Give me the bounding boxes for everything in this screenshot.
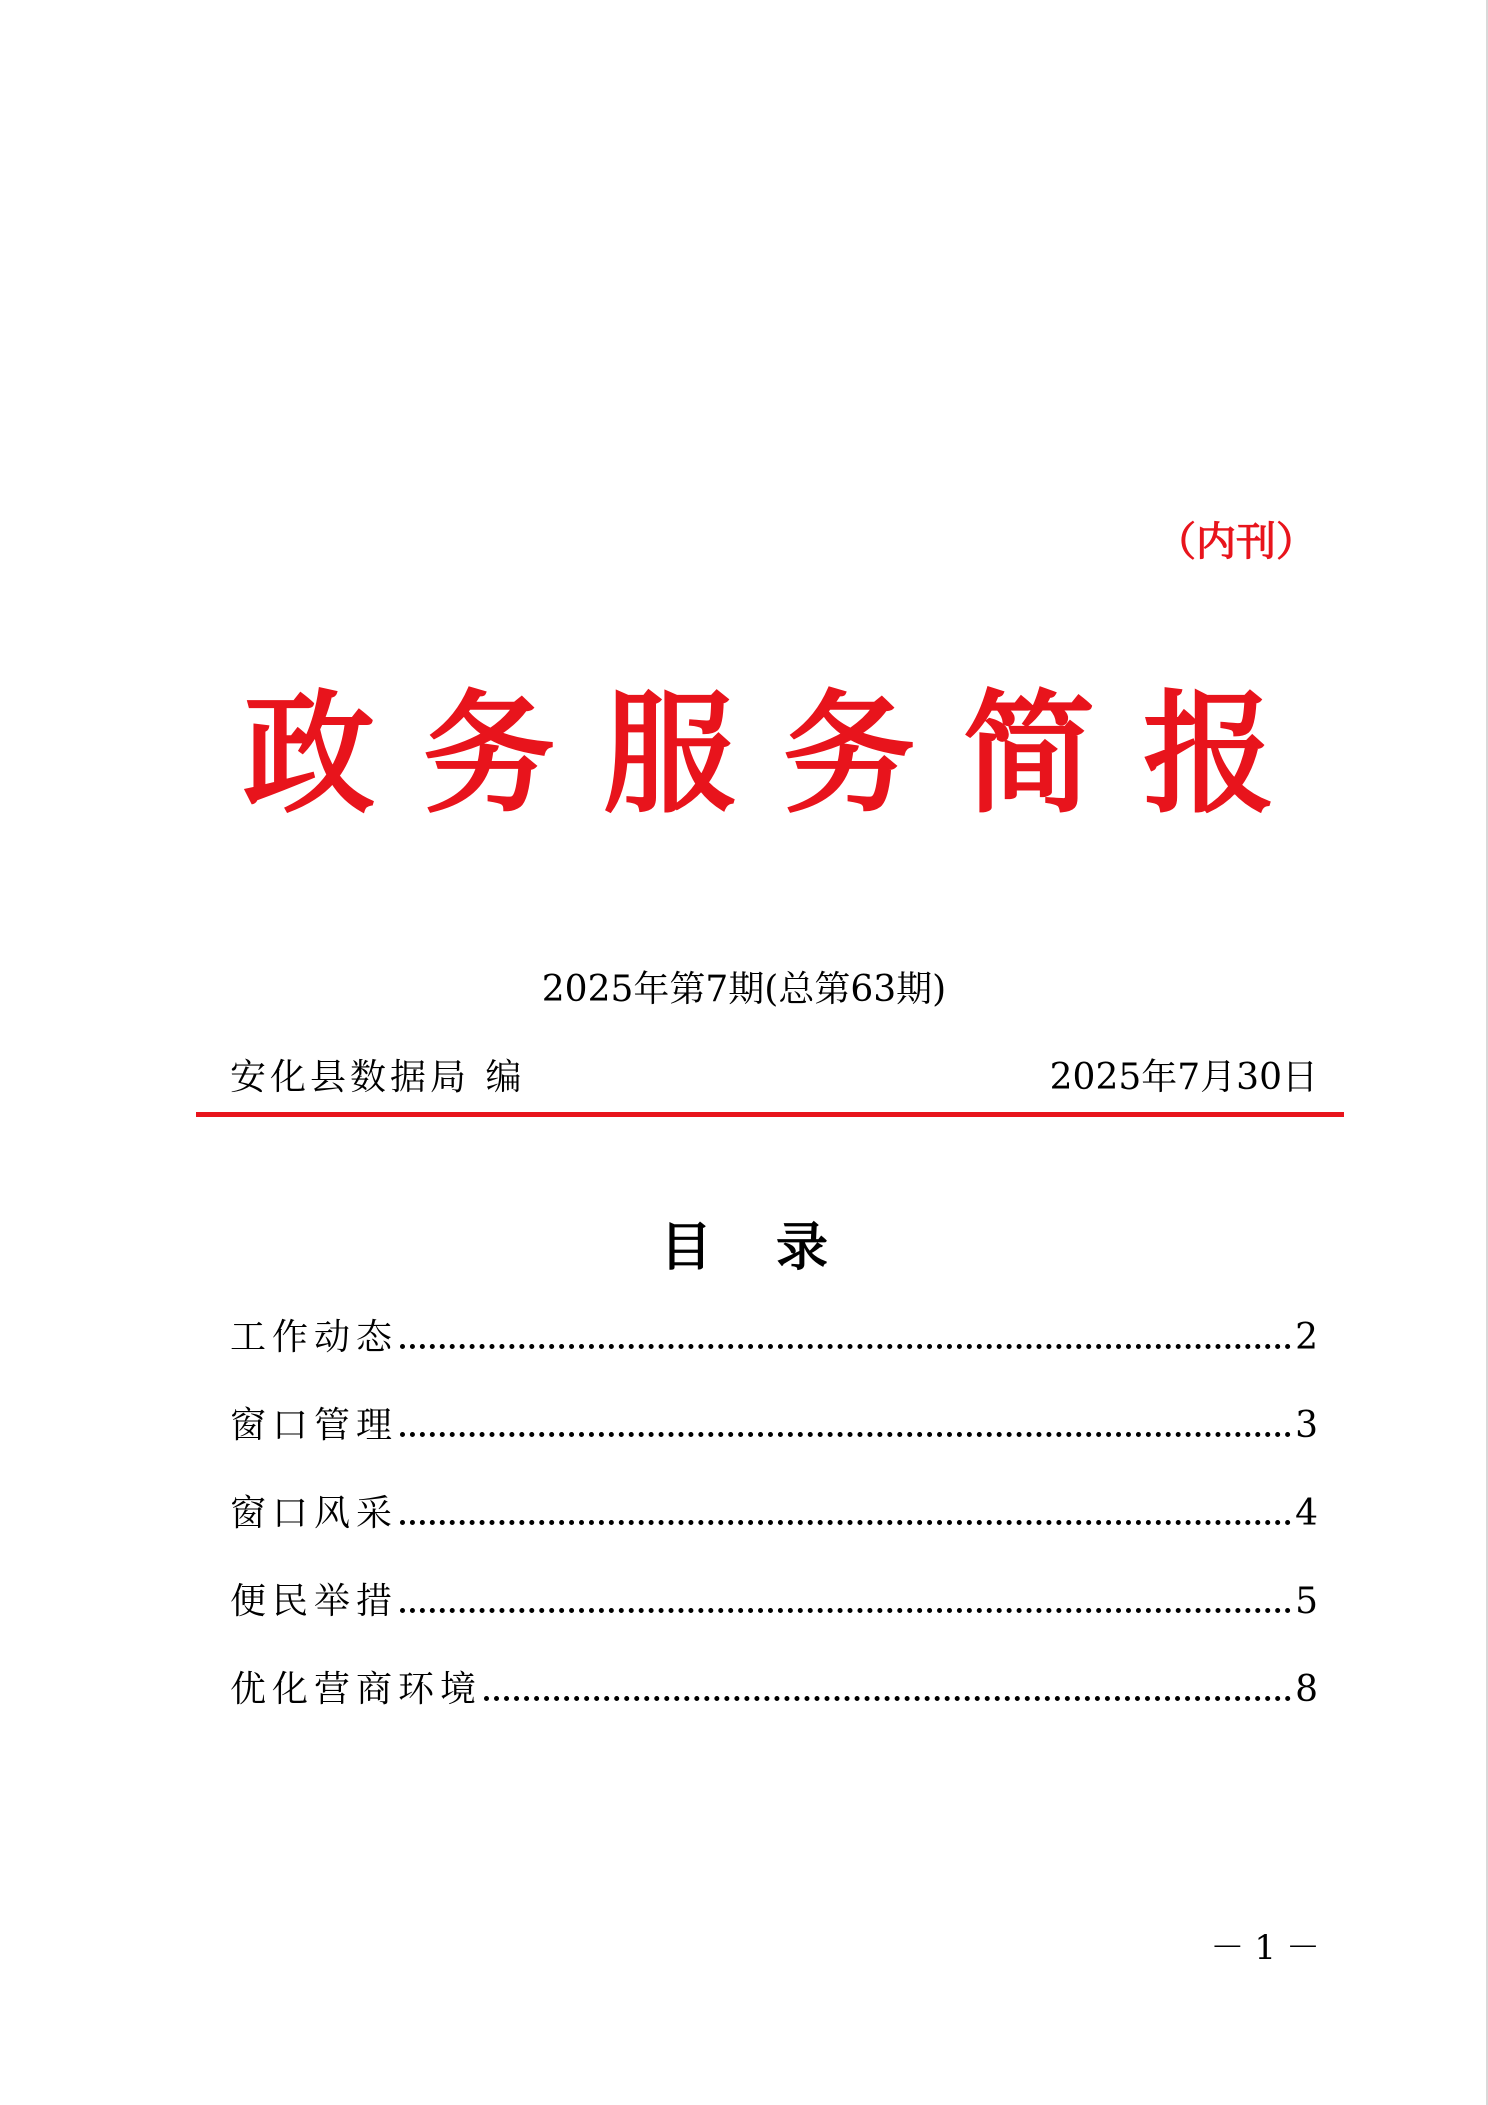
- toc-dot-leader: [400, 1344, 1291, 1349]
- publication-date: 2025年7月30日: [1049, 1057, 1318, 1098]
- toc-item-page: 4: [1295, 1493, 1318, 1534]
- editor-line: 安化县数据局 编: [230, 1057, 526, 1098]
- toc-item-label: 优化营商环境: [230, 1669, 483, 1710]
- toc-item-label: 窗口风采: [230, 1493, 399, 1534]
- toc-item-page: 3: [1295, 1405, 1318, 1446]
- page-number: －1－: [1210, 1928, 1330, 1968]
- table-of-contents: [230, 1310, 1318, 1750]
- red-divider-rule: [196, 1112, 1344, 1117]
- toc-item-page: 2: [1295, 1317, 1318, 1358]
- toc-item[interactable]: [230, 1486, 1318, 1574]
- toc-dot-leader: [400, 1520, 1291, 1525]
- issue-number: 2025年第7期(总第63期): [541, 969, 947, 1010]
- toc-dot-leader: [484, 1696, 1291, 1701]
- bulletin-title: 政务服务简报: [243, 678, 1323, 832]
- toc-dot-leader: [400, 1432, 1291, 1437]
- toc-dot-leader: [400, 1608, 1291, 1613]
- toc-item-page: 8: [1295, 1669, 1318, 1710]
- toc-item[interactable]: [230, 1310, 1318, 1398]
- toc-title: 目录: [659, 1218, 892, 1278]
- toc-item-page: 5: [1295, 1581, 1318, 1622]
- internal-publication-label: （内刊）: [1156, 519, 1316, 565]
- toc-item-label: 便民举措: [230, 1581, 399, 1622]
- toc-item-label: 窗口管理: [230, 1405, 399, 1446]
- toc-item[interactable]: [230, 1662, 1318, 1750]
- toc-item[interactable]: [230, 1398, 1318, 1486]
- toc-item-label: 工作动态: [230, 1317, 399, 1358]
- toc-item[interactable]: [230, 1574, 1318, 1662]
